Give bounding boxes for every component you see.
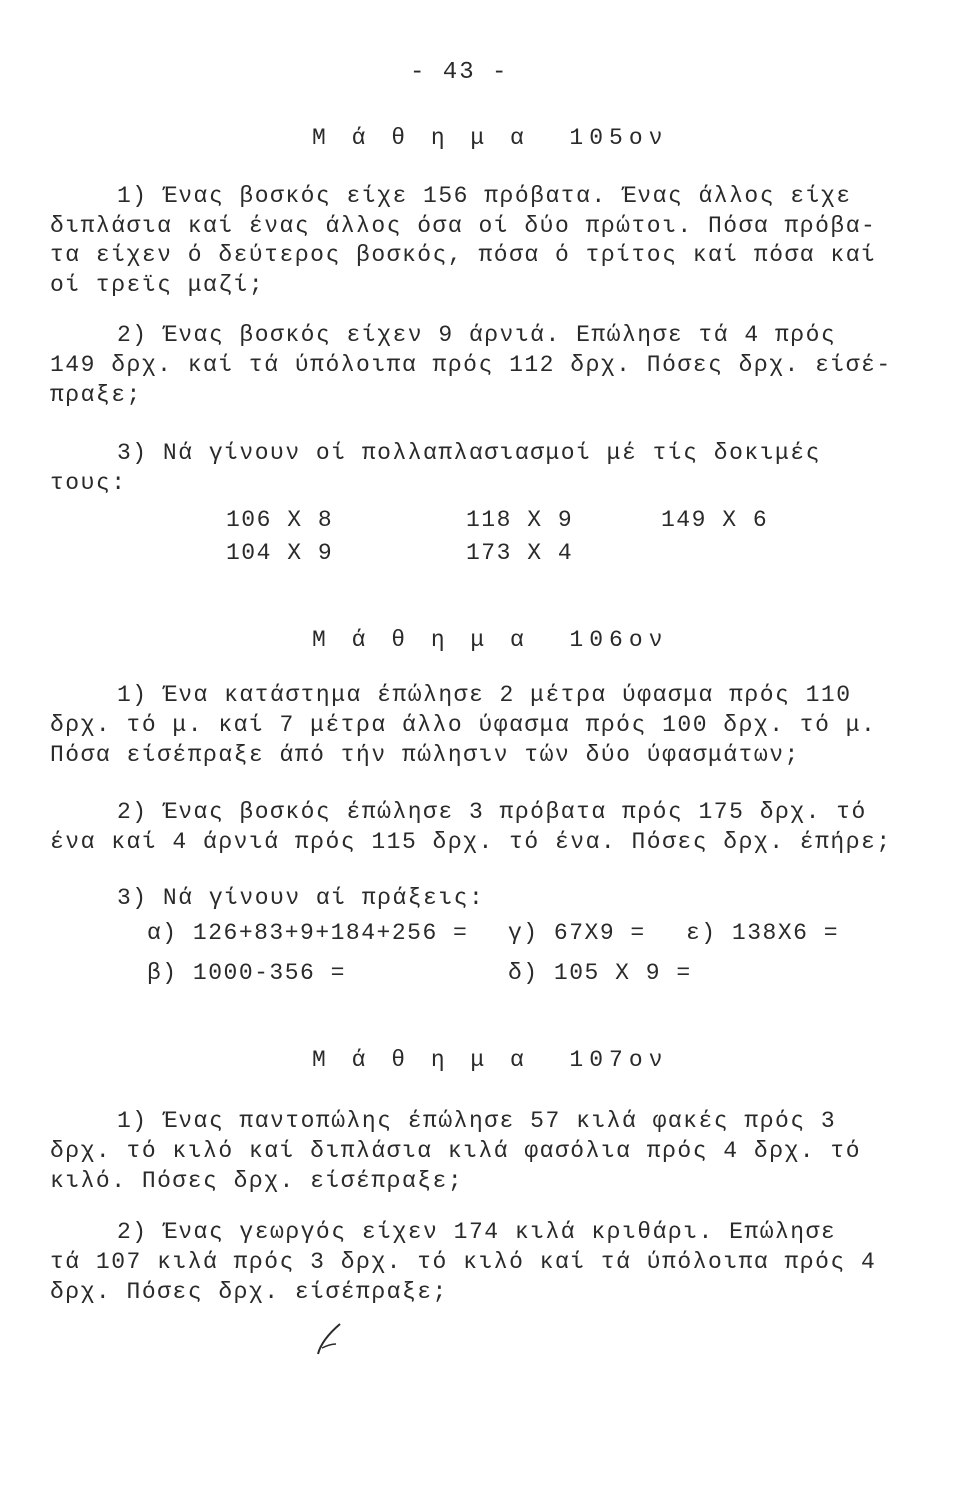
operation: ε) 138Χ6 = [686,920,840,946]
page-number: - 43 - [410,59,509,86]
lesson-title: Μ ά θ η μ α 105ον [312,125,669,151]
operation: δ) 105 Χ 9 = [508,960,692,986]
exercise-line: 3) Νά γίνουν οί πολλαπλασιασμοί μέ τίς δοκιμές [117,440,821,466]
exercise-line: τα είχεν ό δεύτερος βοσκός, πόσα ό τρίτος καί πόσα καί [50,242,877,268]
exercise-line: 3) Νά γίνουν αί πράξεις: [117,885,485,911]
operation: γ) 67Χ9 = [508,920,646,946]
exercise-line: οί τρεϊς μαζί; [50,272,265,298]
exercise-line: 1) Ένας παντοπώλης έπώλησε 57 κιλά φακές πρός 3 [117,1108,837,1134]
operation: β) 1000-356 = [147,960,346,986]
exercise-line: κιλό. Πόσες δρχ. είσέπραξε; [50,1168,464,1194]
exercise-line: ένα καί 4 άρνιά πρός 115 δρχ. τό ένα. Πόσες δρχ. έπήρε; [50,829,892,855]
exercise-line: Πόσα είσέπραξε άπό τήν πώλησιν τών δύο ύφασμάτων; [50,742,800,768]
exercise-line: 1) Ένα κατάστημα έπώλησε 2 μέτρα ύφασμα πρός 110 [117,682,852,708]
operation: 118 X 9 [466,507,574,533]
lesson-title: Μ ά θ η μ α 106ον [312,627,669,653]
exercise-line: 2) Ένας βοσκός έπώλησε 3 πρόβατα πρός 175 δρχ. τό [117,799,867,825]
exercise-line: δρχ. τό κιλό καί διπλάσια κιλά φασόλια πρός 4 δρχ. τό [50,1138,862,1164]
operation: 149 X 6 [661,507,769,533]
exercise-line: 2) Ένας βοσκός είχεν 9 άρνιά. Επώλησε τά 4 πρός [117,322,837,348]
exercise-line: τά 107 κιλά πρός 3 δρχ. τό κιλό καί τά ύπόλοιπα πρός 4 [50,1249,877,1275]
operation: 106 X 8 [226,507,334,533]
lesson-title: Μ ά θ η μ α 107ον [312,1047,669,1073]
pen-mark [314,1318,344,1358]
exercise-line: 2) Ένας γεωργός είχεν 174 κιλά κριθάρι. Επώλησε [117,1219,837,1245]
operation: 104 X 9 [226,540,334,566]
exercise-line: δρχ. τό μ. καί 7 μέτρα άλλο ύφασμα πρός 100 δρχ. τό μ. [50,712,877,738]
operation: 173 X 4 [466,540,574,566]
exercise-line: δρχ. Πόσες δρχ. είσέπραξε; [50,1279,448,1305]
exercise-line: 149 δρχ. καί τά ύπόλοιπα πρός 112 δρχ. Πόσες δρχ. είσέ- [50,352,892,378]
exercise-line: 1) Ένας βοσκός είχε 156 πρόβατα. Ένας άλλος είχε [117,183,852,209]
operation: α) 126+83+9+184+256 = [147,920,469,946]
exercise-line: τους: [50,470,127,496]
exercise-line: διπλάσια καί ένας άλλος όσα οί δύο πρώτοι. Πόσα πρόβα- [50,213,877,239]
exercise-line: πραξε; [50,382,142,408]
